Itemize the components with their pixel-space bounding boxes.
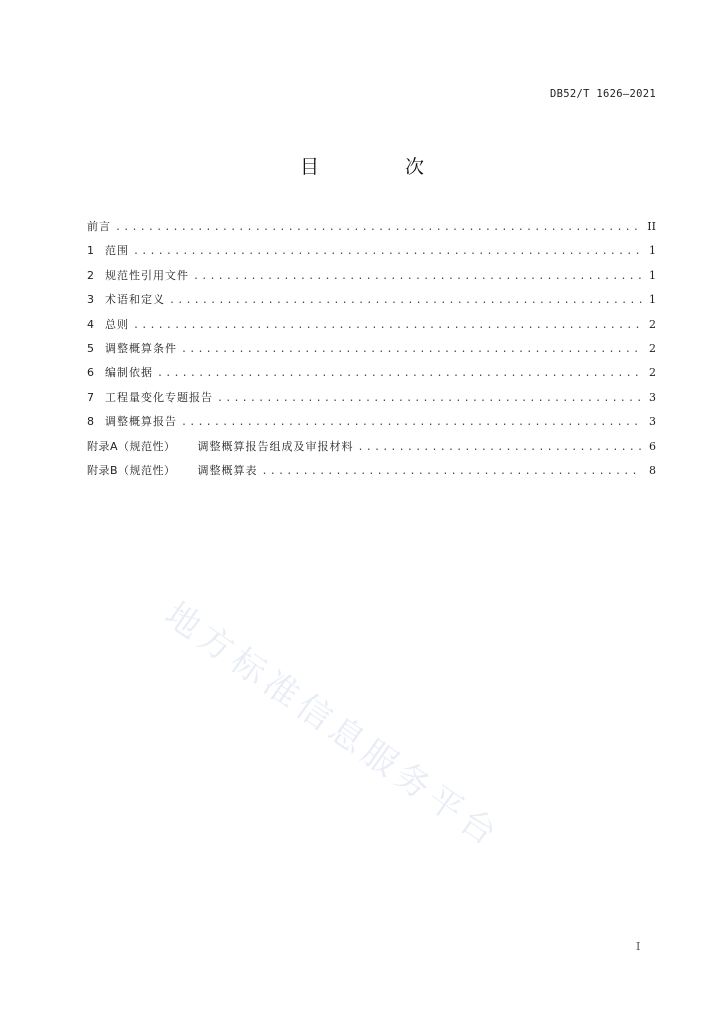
toc-entry-number: 8 xyxy=(87,415,94,429)
toc-entry-compilation-basis[interactable] xyxy=(87,365,656,389)
page-number: I xyxy=(636,940,641,953)
toc-leader-dots xyxy=(181,415,642,431)
toc-entry-label: 范围 xyxy=(105,244,129,258)
watermark: 地方标准信息服务平台 xyxy=(157,594,509,857)
toc-entry-number: 3 xyxy=(87,293,94,307)
toc-entry-label: 工程量变化专题报告 xyxy=(105,390,213,404)
table-of-contents xyxy=(87,219,656,487)
toc-entry-page: 3 xyxy=(649,415,656,429)
toc-leader-dots xyxy=(133,244,642,260)
toc-entry-page: 8 xyxy=(649,463,656,477)
toc-entry-number: 7 xyxy=(87,390,94,404)
toc-entry-general[interactable] xyxy=(87,317,656,341)
page-title: 目 次 xyxy=(299,156,465,178)
toc-entry-terms-definitions[interactable] xyxy=(87,292,656,316)
toc-entry-label: 规范性引用文件 xyxy=(105,268,189,282)
toc-annex-title: 调整概算报告组成及审报材料 xyxy=(197,439,354,453)
toc-annex-title: 调整概算表 xyxy=(197,463,258,477)
toc-leader-dots xyxy=(181,342,642,358)
toc-entry-page: 1 xyxy=(649,244,656,258)
toc-entry-adjustment-report[interactable] xyxy=(87,414,656,438)
toc-entry-number: 2 xyxy=(87,268,94,282)
toc-entry-page: 2 xyxy=(649,317,656,331)
toc-leader-dots xyxy=(217,391,642,407)
toc-annex-prefix: 附录B（规范性） xyxy=(87,463,176,477)
toc-entry-page: 3 xyxy=(649,390,656,404)
toc-entry-adjustment-conditions[interactable] xyxy=(87,341,656,365)
toc-entry-page: 2 xyxy=(649,341,656,355)
toc-entry-page: 1 xyxy=(649,268,656,282)
toc-entry-label: 术语和定义 xyxy=(105,293,165,307)
toc-entry-page: 2 xyxy=(649,366,656,380)
toc-entry-label: 总则 xyxy=(105,317,129,331)
toc-entry-normative-references[interactable] xyxy=(87,268,656,292)
toc-entry-annex-a[interactable] xyxy=(87,439,656,463)
toc-leader-dots xyxy=(262,464,642,480)
toc-annex-prefix: 附录A（规范性） xyxy=(87,439,176,453)
toc-entry-label: 调整概算报告 xyxy=(105,415,177,429)
toc-entry-page: 6 xyxy=(649,439,656,453)
toc-leader-dots xyxy=(115,220,642,236)
toc-entry-foreword[interactable] xyxy=(87,219,656,243)
toc-leader-dots xyxy=(157,366,642,382)
toc-entry-quantity-change-report[interactable] xyxy=(87,390,656,414)
toc-entry-page: 1 xyxy=(649,293,656,307)
toc-leader-dots xyxy=(133,318,642,334)
toc-entry-number: 4 xyxy=(87,317,94,331)
toc-entry-scope[interactable] xyxy=(87,243,656,267)
toc-leader-dots xyxy=(169,293,642,309)
toc-entry-label: 前言 xyxy=(87,220,111,233)
toc-entry-label: 调整概算条件 xyxy=(105,341,177,355)
toc-entry-label: 编制依据 xyxy=(105,366,153,380)
toc-leader-dots xyxy=(193,269,642,285)
toc-entry-number: 1 xyxy=(87,244,94,258)
toc-entry-number: 5 xyxy=(87,341,94,355)
document-code: DB52/T 1626—2021 xyxy=(550,88,656,100)
toc-entry-annex-b[interactable] xyxy=(87,463,656,487)
toc-entry-page: II xyxy=(647,220,656,233)
toc-entry-number: 6 xyxy=(87,366,94,380)
toc-leader-dots xyxy=(358,440,642,456)
